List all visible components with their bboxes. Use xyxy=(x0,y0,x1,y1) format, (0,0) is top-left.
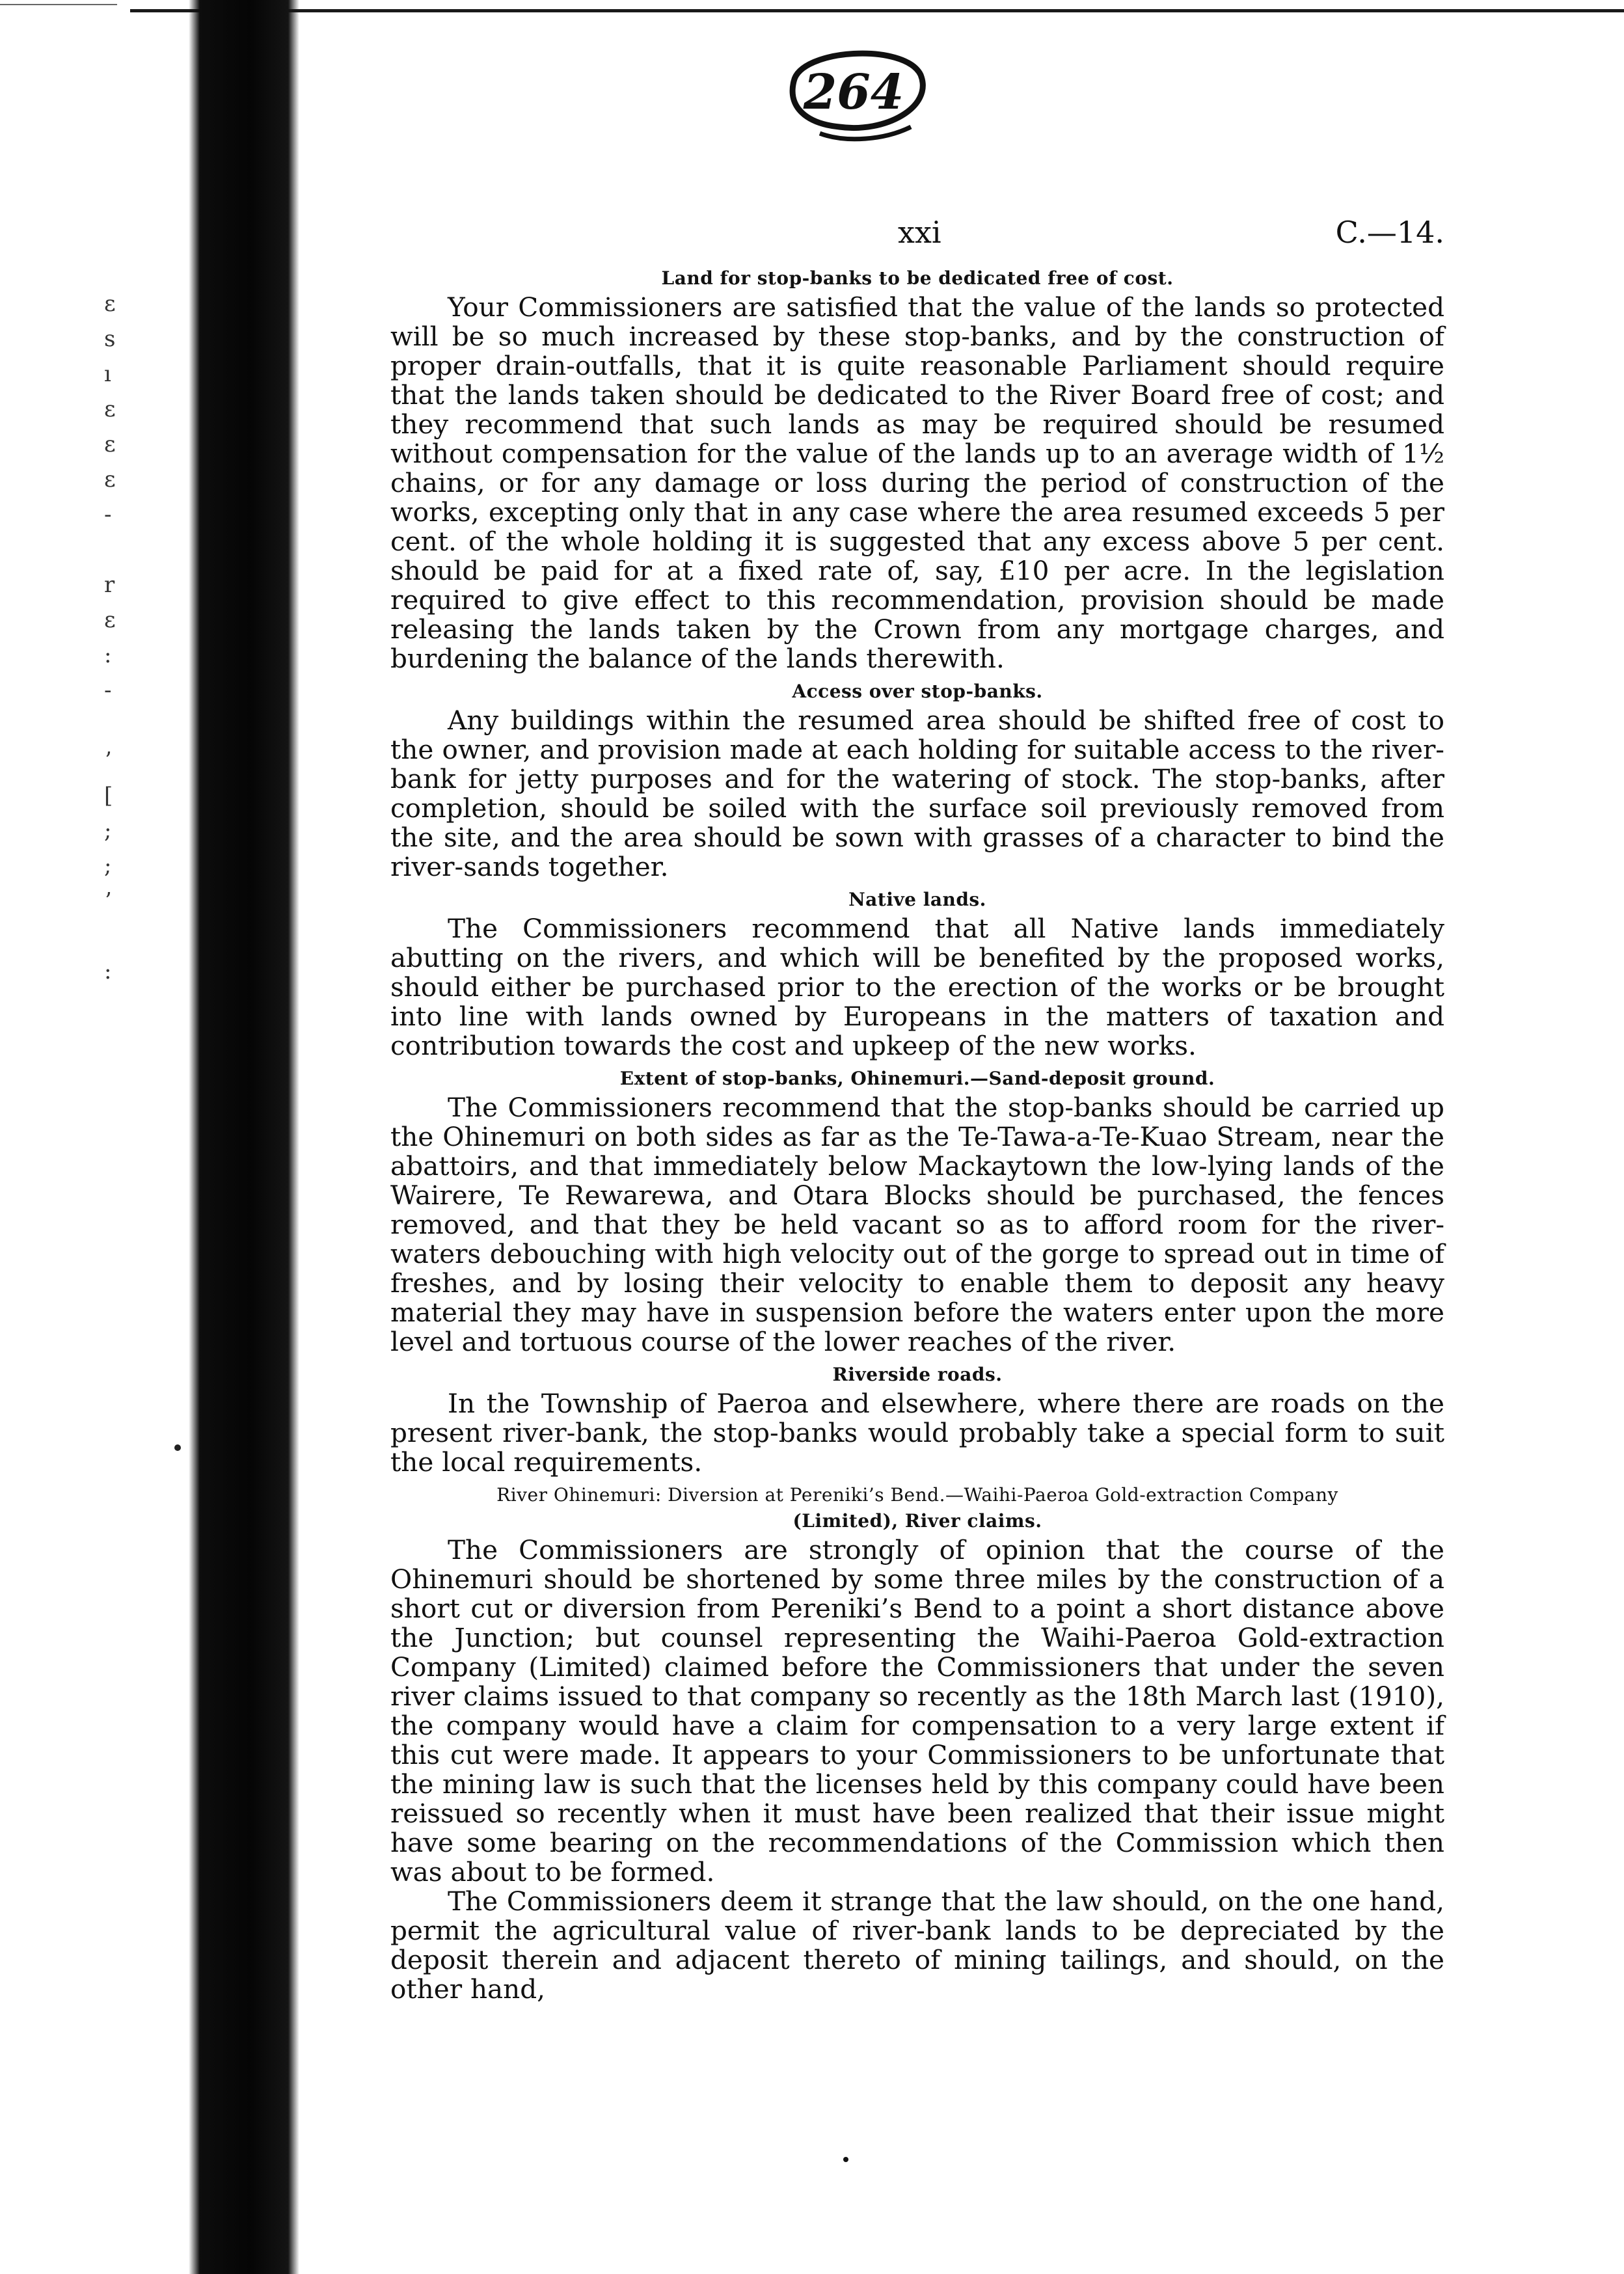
document-body xyxy=(390,267,1444,2004)
section-heading: Native lands. xyxy=(848,889,986,910)
paragraph: In the Township of Paeroa and elsewhere, where there are roads on the present river-bank, the stop-banks would probably take a special form to suit the local requirements. xyxy=(390,1388,1444,1478)
margin-fragment: ε xyxy=(104,431,116,457)
margin-fragment: ʼ xyxy=(104,748,111,774)
margin-fragment: : xyxy=(104,642,112,668)
margin-fragment: : xyxy=(104,958,112,984)
margin-fragment: [ xyxy=(104,783,113,809)
document-reference: C.—14. xyxy=(1335,215,1444,250)
section-heading: Riverside roads. xyxy=(832,1364,1003,1385)
margin-bleed-through xyxy=(104,286,143,989)
paragraph: Any buildings within the resumed area should be shifted free of cost to the owner, and provision made at each holding for suitable access to the river-bank for jetty purposes and for the watering of stock. The stop-banks, after completion, should be soiled with the surface soil previously removed from the site, and the area should be sown with grasses of a character to bind the river-sands together. xyxy=(390,705,1444,882)
margin-fragment: s xyxy=(104,326,116,352)
margin-fragment: ε xyxy=(104,291,116,317)
ink-dot xyxy=(843,2157,848,2162)
binding-shadow xyxy=(189,0,299,2274)
handwritten-page-number-stamp xyxy=(774,36,937,146)
paragraph: The Commissioners deem it strange that the law should, on the one hand, permit the agricultural value of river-bank lands to be depreciated by the deposit therein and adjacent thereto of mining tailings, and should, on the other hand, xyxy=(390,1886,1444,2005)
margin-fragment: - xyxy=(104,677,112,703)
margin-fragment: - xyxy=(104,502,112,528)
margin-fragment: ; xyxy=(104,853,112,879)
section-heading-line-1: River Ohinemuri: Diversion at Pereniki’s Bend.—Waihi-Paeroa Gold-extraction Company xyxy=(496,1484,1338,1506)
ink-speck xyxy=(174,1444,181,1451)
section-heading: Access over stop-banks. xyxy=(792,681,1043,702)
top-edge-rule xyxy=(130,9,1624,12)
margin-fragment: ʼ xyxy=(104,888,111,914)
paragraph: The Commissioners are strongly of opinion that the course of the Ohinemuri should be shortened by some three miles by the construction of a short cut or diversion from Pereniki’s Bend to a point a short distance above the Junction; but counsel representing the Waihi-Paeroa Gold-extraction Company (Limited) claimed before the Commissioners that under the seven river claims issued to that company so recently as the 18th March last (1910), the company would have a claim for compensation to a very large extent if this cut were made. It appears to your Commissioners to be unfortunate that the mining law is such that the licenses held by this company could have been reissued so recently when it must have been realized that their issue might have some bearing on the recommendations of the Commission which then was about to be formed. xyxy=(390,1534,1444,1888)
paragraph: The Commissioners recommend that the stop-banks should be carried up the Ohinemuri on both sides as far as the Te-Tawa-a-Te-Kuao Stream, near the abattoirs, and that immediately below Mackaytown the low-lying lands of the Wairere, Te Rewarewa, and Otara Blocks should be purchased, the fences removed, and that they be held vacant so as to afford room for the river-waters debouching with high velocity out of the gorge to spread out in time of freshes, and by losing their velocity to enable them to deposit any heavy material they may have in suspension before the waters enter upon the more level and tortuous course of the lower reaches of the river. xyxy=(390,1092,1444,1357)
page-folio: xxi xyxy=(898,215,941,250)
margin-fragment: r xyxy=(104,572,115,598)
stamp-number: 264 xyxy=(803,64,904,120)
margin-fragment: ; xyxy=(104,818,112,844)
section-heading: Extent of stop-banks, Ohinemuri.—Sand-deposit ground. xyxy=(619,1068,1215,1089)
margin-fragment: ε xyxy=(104,607,116,633)
section-heading: Land for stop-banks to be dedicated free of cost. xyxy=(661,267,1174,289)
margin-fragment: ı xyxy=(104,361,111,387)
margin-fragment: ε xyxy=(104,396,116,422)
paragraph: The Commissioners recommend that all Native lands immediately abutting on the rivers, and which will be benefited by the proposed works, should either be purchased prior to the erection of the works or be brought into line with lands owned by Europeans in the matters of taxation and contribution towards the cost and upkeep of the new works. xyxy=(390,913,1444,1061)
top-edge-rule-left xyxy=(0,4,117,5)
margin-fragment: ε xyxy=(104,467,116,493)
section-heading-line-2: (Limited), River claims. xyxy=(792,1510,1042,1532)
paragraph: Your Commissioners are satisfied that the value of the lands so protected will be so much increased by these stop-banks, and by the construction of proper drain-outfalls, that it is quite reasonable Parliament should require that the lands taken should be dedicated to the River Board free of cost; and they recommend that such lands as may be required should be resumed without compensation for the value of the lands up to an average width of 1½ chains, or for any damage or loss during the period of construction of the works, excepting only that in any case where the area resumed exceeds 5 per cent. of the whole holding it is suggested that any excess above 5 per cent. should be paid for at a fixed rate of, say, £10 per acre. In the legislation required to give effect to this recommendation, provision should be made releasing the lands taken by the Crown from any mortgage charges, and burdening the balance of the lands therewith. xyxy=(390,291,1444,674)
page-header xyxy=(390,215,1444,254)
